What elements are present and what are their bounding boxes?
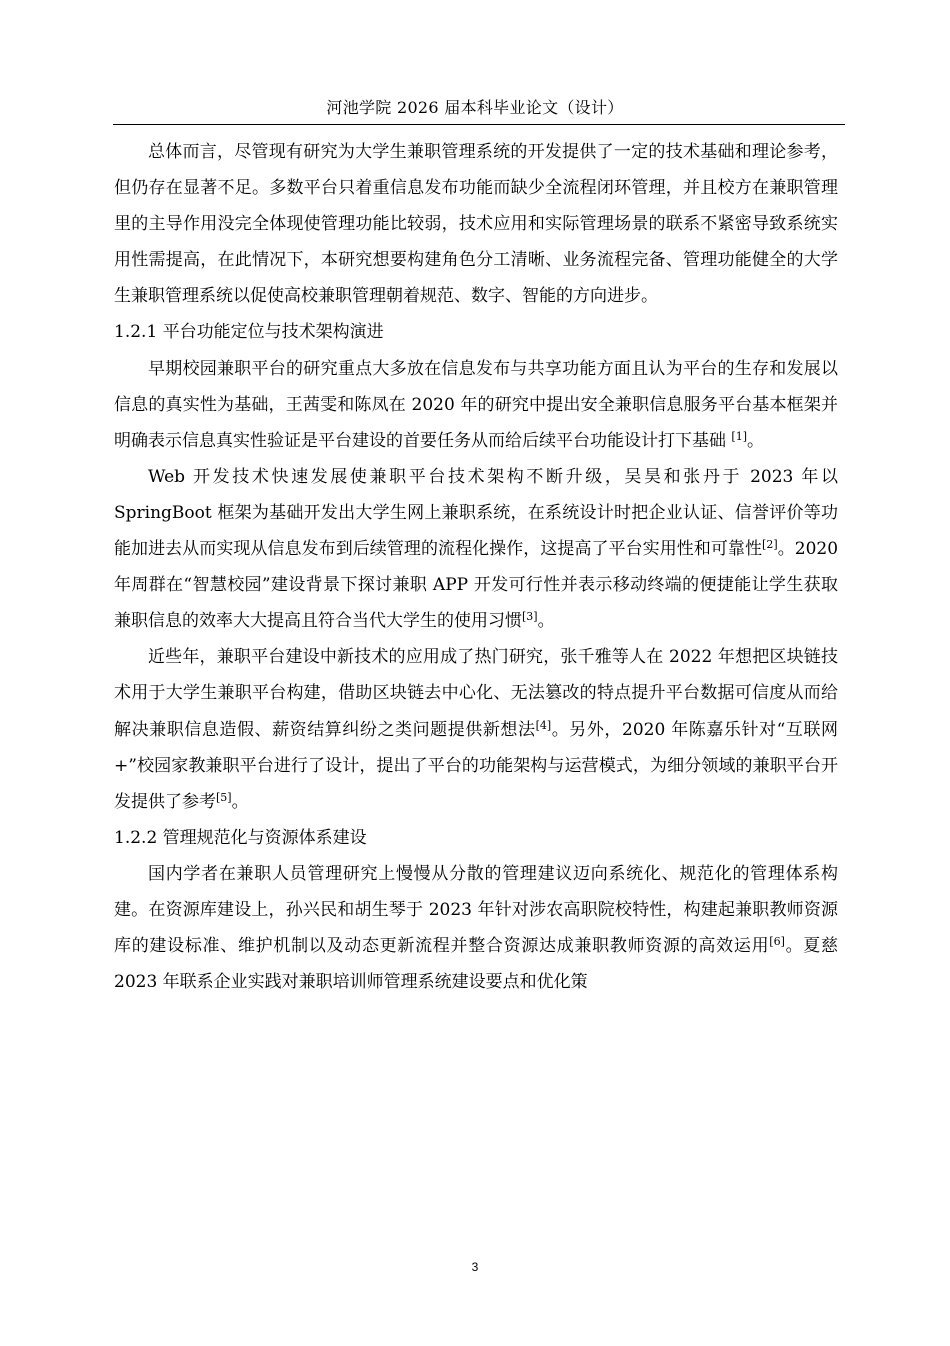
paragraph-text: 总体而言，尽管现有研究为大学生兼职管理系统的开发提供了一定的技术基础和理论参考，但仍存在显著不足。多数平台只着重信息发布功能而缺少全流程闭环管理，并且校方在兼职管理里的主导作用没完全体现使管理功能比较弱，技术应用和实际管理场景的联系不紧密导致系统实用性需提高，在此情况下，本研究想要构建角色分工清晰、业务流程完备、管理功能健全的大学生兼职管理系统以促使高校兼职管理朝着规范、数字、智能的方向进步。	[114, 142, 838, 307]
paragraph-text: 近些年，兼职平台建设中新技术的应用成了热门研究，张千雅等人在 2022 年想把区块链技术用于大学生兼职平台构建，借助区块链去中心化、无法篡改的特点提升平台数据可信度从而给解决兼职信息造假、薪资结算纠纷之类问题提供新想法	[114, 647, 838, 740]
paragraph-text: 国内学者在兼职人员管理研究上慢慢从分散的管理建议迈向系统化、规范化的管理体系构建。在资源库建设上，孙兴民和胡生琴于 2023 年针对涉农高职院校特性，构建起兼职教师资源库的建设标准、维护机制以及动态更新流程并整合资源达成兼职教师资源的高效运用	[114, 863, 838, 957]
citation-ref: [4]	[535, 718, 552, 732]
citation-ref: [2]	[762, 538, 778, 552]
paragraph-text: 。另外，2020 年陈嘉乐针对“互联网+”校园家教兼职平台进行了设计，提出了平台的功能架构与运营模式，为细分领域的兼职平台开发提供了参考	[114, 719, 839, 812]
body-text	[114, 134, 838, 1000]
paragraph-text: 。	[231, 791, 249, 812]
paragraph-new-tech	[114, 639, 838, 819]
paragraph-web-tech	[114, 459, 838, 639]
paragraph-early-platforms	[114, 351, 838, 459]
paragraph-management	[114, 856, 838, 1000]
paragraph-text: 。	[537, 611, 555, 632]
citation-ref: [1]	[731, 429, 747, 443]
page-header: 河池学院 2026 届本科毕业论文（设计）	[326, 98, 624, 117]
page-number: 3	[471, 1260, 479, 1274]
paragraph-text: Web 开发技术快速发展使兼职平台技术架构不断升级，吴昊和张丹于 2023 年以 SpringBoot 框架为基础开发出大学生网上兼职系统，在系统设计时把企业认证、信誉评价等功能加进去从而实现从信息发布到后续管理的流程化操作，这提高了平台实用性和可靠性	[114, 466, 838, 560]
header-divider	[113, 124, 845, 125]
paragraph-summary	[114, 134, 838, 314]
paragraph-text: 早期校园兼职平台的研究重点大多放在信息发布与共享功能方面且认为平台的生存和发展以信息的真实性为基础，王茜雯和陈凤在 2020 年的研究中提出安全兼职信息服务平台基本框架并明确表示信息真实性验证是平台建设的首要任务从而给后续平台功能设计打下基础	[114, 358, 838, 451]
citation-ref: [5]	[216, 790, 232, 804]
section-heading-1-2-1: 1.2.1 平台功能定位与技术架构演进	[114, 322, 384, 343]
paragraph-text: 。2020 年周群在“智慧校园”建设背景下探讨兼职 APP 开发可行性并表示移动终端的便捷能让学生获取兼职信息的效率大大提高且符合当代大学生的使用习惯	[114, 539, 839, 632]
paragraph-text: 。	[747, 430, 764, 451]
citation-ref: [3]	[522, 610, 538, 624]
citation-ref: [6]	[769, 935, 785, 949]
paragraph-text: 。夏慈 2023 年联系企业实践对兼职培训师管理系统建设要点和优化策	[114, 936, 839, 993]
section-heading-1-2-2: 1.2.2 管理规范化与资源体系建设	[114, 827, 367, 848]
